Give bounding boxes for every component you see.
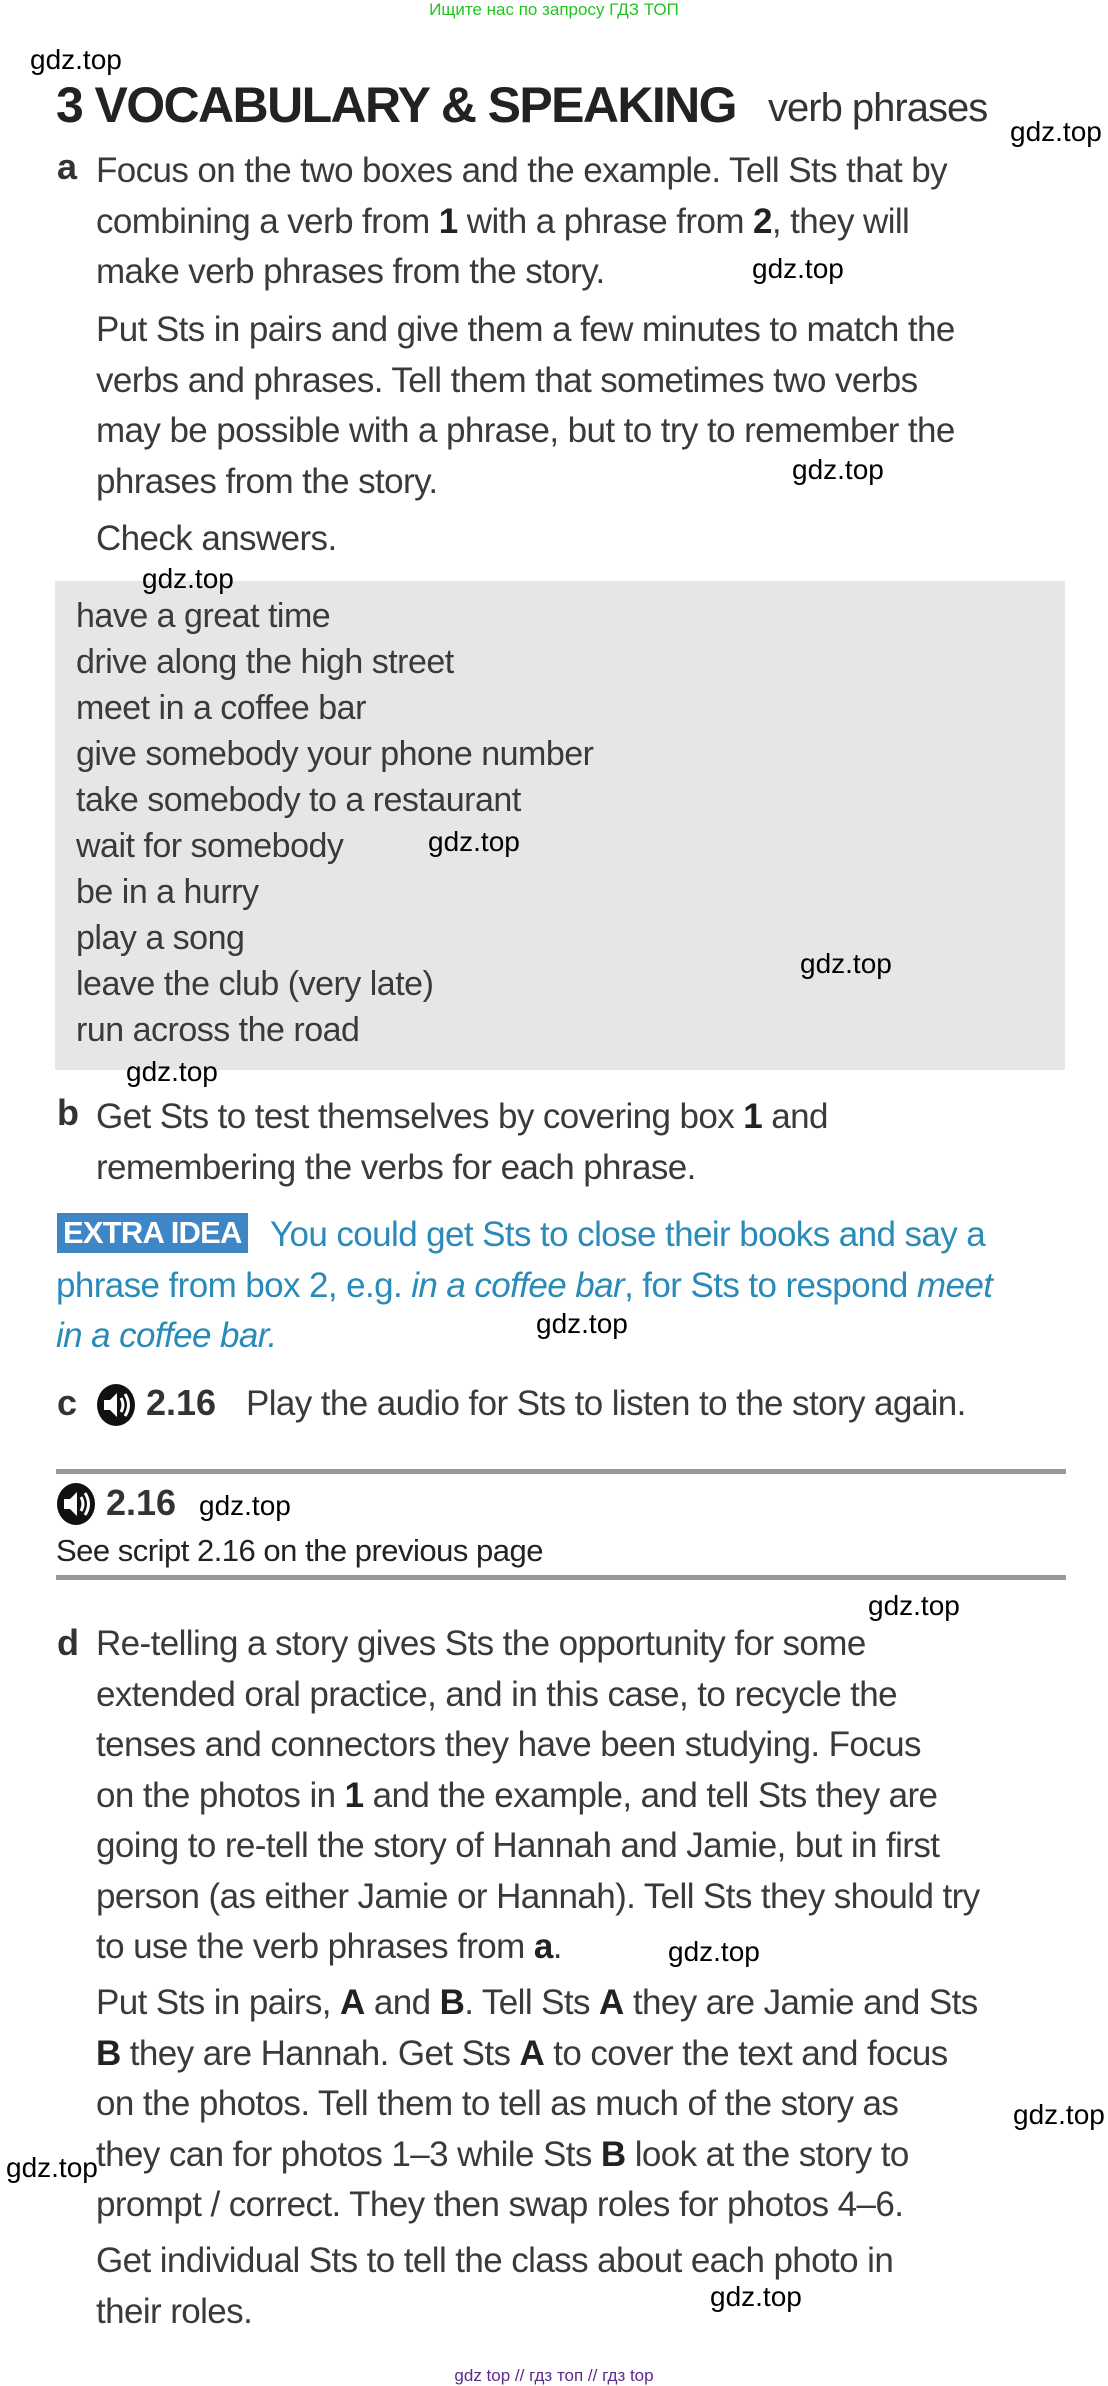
text-line — [96, 356, 918, 406]
watermark: gdz.top — [1010, 116, 1102, 147]
answer-item: drive along the high street — [76, 643, 454, 681]
text: to cover the text and focus — [544, 2033, 948, 2073]
answer-item: meet in a coffee bar — [76, 689, 366, 727]
text: Put Sts in pairs and give them a few minutes to match the — [96, 310, 955, 349]
text-line — [56, 1311, 277, 1361]
text-line — [96, 2130, 909, 2180]
text: You could get Sts to close their books and say a — [270, 1215, 986, 1254]
bold-text: A — [340, 1983, 365, 2022]
watermark: gdz.top — [800, 948, 892, 979]
text: Check answers. — [96, 519, 337, 558]
text-line — [96, 1720, 921, 1770]
audio-track-number: 2.16 — [146, 1382, 217, 1423]
text-line — [96, 1771, 937, 1821]
text: phrase from box 2, e.g. — [56, 1265, 412, 1305]
search-banner: Ищите нас по запросу ГДЗ ТОП — [429, 0, 679, 19]
answer-item: take somebody to a restaurant — [76, 781, 521, 819]
text: . Tell Sts — [464, 1983, 600, 2022]
text: person (as either Jamie or Hannah). Tell Sts they should try — [96, 1876, 980, 1916]
watermark: gdz.top — [428, 826, 520, 857]
speaker-icon — [56, 1482, 96, 1526]
text: prompt / correct. They then swap roles for photos 4–6. — [96, 2185, 904, 2224]
text: to use the verb phrases from — [96, 1927, 534, 1966]
watermark: gdz.top — [6, 2152, 98, 2183]
text: make verb phrases from the story. — [96, 252, 605, 291]
bold-text: a — [533, 1927, 553, 1966]
speaker-icon — [96, 1383, 136, 1427]
answer-item: have a great time — [76, 597, 331, 635]
text: may be possible with a phrase, but to try to remember the — [96, 411, 955, 450]
text: phrases from the story. — [96, 461, 438, 501]
answer-item: be in a hurry — [76, 873, 259, 911]
text: Re-telling a story gives Sts the opportunity for some — [96, 1624, 866, 1663]
watermark: gdz.top — [868, 1590, 960, 1621]
script-audio-button[interactable] — [56, 1482, 96, 1526]
bold-text: A — [519, 2033, 545, 2073]
bold-text: 1 — [743, 1097, 763, 1136]
text: they can for photos 1–3 while Sts — [96, 2134, 601, 2174]
footer-links[interactable]: gdz top // гдз топ // гдз top — [454, 2366, 654, 2385]
paragraph-c: Play the audio for Sts to listen to the story again. — [246, 1384, 966, 1423]
text: Put Sts in pairs, — [96, 1983, 341, 2022]
text-line — [96, 2180, 903, 2230]
text-line — [96, 1872, 980, 1922]
text-line — [96, 305, 955, 355]
watermark: gdz.top — [1013, 2099, 1105, 2130]
item-label-c: c — [57, 1382, 78, 1423]
text-line — [96, 197, 909, 247]
text-line — [96, 146, 947, 196]
audio-button[interactable] — [96, 1383, 136, 1427]
bold-text: 1 — [438, 201, 458, 241]
answer-item: give somebody your phone number — [76, 735, 594, 773]
watermark: gdz.top — [142, 563, 234, 594]
text: look at the story to — [625, 2134, 909, 2174]
answer-item: play a song — [76, 919, 245, 957]
watermark: gdz.top — [792, 454, 884, 485]
bold-text: A — [599, 1983, 624, 2022]
text: extended oral practice, and in this case, to recycle the — [96, 1674, 898, 1714]
watermark: gdz.top — [199, 1490, 291, 1521]
text-line — [96, 1670, 897, 1720]
divider — [56, 1575, 1066, 1580]
answer-item: wait for somebody — [76, 827, 344, 865]
watermark: gdz.top — [126, 1056, 218, 1087]
answer-item: run across the road — [76, 1011, 360, 1049]
text: they are Jamie and Sts — [623, 1983, 978, 2022]
text-line — [96, 1978, 978, 2028]
text: Get individual Sts to tell the class about each photo in — [96, 2241, 894, 2280]
text: Focus on the two boxes and the example. Tell Sts that by — [96, 151, 947, 190]
section-heading: 3 VOCABULARY & SPEAKING — [56, 77, 736, 133]
text: and — [762, 1097, 828, 1136]
divider — [56, 1469, 1066, 1474]
bold-text: 2 — [753, 201, 772, 241]
text-line — [96, 2287, 252, 2337]
bold-text: B — [600, 2134, 626, 2174]
text: remembering the verbs for each phrase. — [96, 1147, 696, 1187]
italic-text: in a coffee bar — [411, 1265, 625, 1305]
item-label-d: d — [57, 1622, 79, 1663]
text: with a phrase from — [457, 201, 754, 241]
text: Get Sts to test themselves by covering box — [96, 1097, 744, 1136]
italic-text: meet — [916, 1265, 993, 1305]
text: combining a verb from — [96, 201, 439, 241]
text-line — [96, 2236, 893, 2286]
text: their roles. — [96, 2291, 253, 2331]
text-line — [96, 406, 955, 456]
text: they are Hannah. Get Sts — [120, 2033, 520, 2073]
text-line — [96, 1821, 939, 1871]
text: on the photos. Tell them to tell as much of the story as — [96, 2084, 899, 2123]
answer-item: leave the club (very late) — [76, 965, 434, 1003]
watermark: gdz.top — [710, 2281, 802, 2312]
text: , for Sts to respond — [624, 1265, 917, 1305]
text-line — [96, 247, 605, 297]
extra-idea-badge: EXTRA IDEA — [57, 1213, 248, 1253]
text: on the photos in — [96, 1775, 345, 1815]
text-line — [96, 1092, 828, 1142]
italic-text: in a coffee bar. — [56, 1316, 277, 1355]
text: and — [364, 1983, 440, 2022]
bold-text: B — [439, 1983, 465, 2022]
text-line — [96, 457, 438, 507]
watermark: gdz.top — [668, 1936, 760, 1967]
watermark: gdz.top — [536, 1308, 628, 1339]
text-line — [96, 1619, 866, 1669]
item-label-b: b — [57, 1092, 79, 1133]
watermark: gdz.top — [30, 44, 122, 75]
text: . — [552, 1927, 562, 1966]
script-track-number: 2.16 — [106, 1482, 177, 1523]
text-line — [96, 2079, 898, 2129]
text-line — [96, 2029, 948, 2079]
text-line — [96, 1143, 696, 1193]
bold-text: B — [96, 2033, 121, 2073]
text-line — [56, 1261, 992, 1311]
section-subtitle: verb phrases — [768, 86, 988, 130]
item-label-a: a — [57, 146, 78, 187]
watermark: gdz.top — [752, 253, 844, 284]
text-line — [96, 514, 337, 564]
text-line — [270, 1210, 985, 1260]
script-reference: See script 2.16 on the previous page — [56, 1533, 543, 1568]
text: tenses and connectors they have been studying. Focus — [96, 1725, 921, 1764]
text-line — [96, 1922, 562, 1972]
text: and the example, and tell Sts they are — [363, 1775, 938, 1815]
text: verbs and phrases. Tell them that sometimes two verbs — [96, 360, 918, 400]
text: going to re-tell the story of Hannah and Jamie, but in first — [96, 1826, 940, 1865]
text: , they will — [771, 201, 910, 241]
bold-text: 1 — [344, 1775, 364, 1815]
